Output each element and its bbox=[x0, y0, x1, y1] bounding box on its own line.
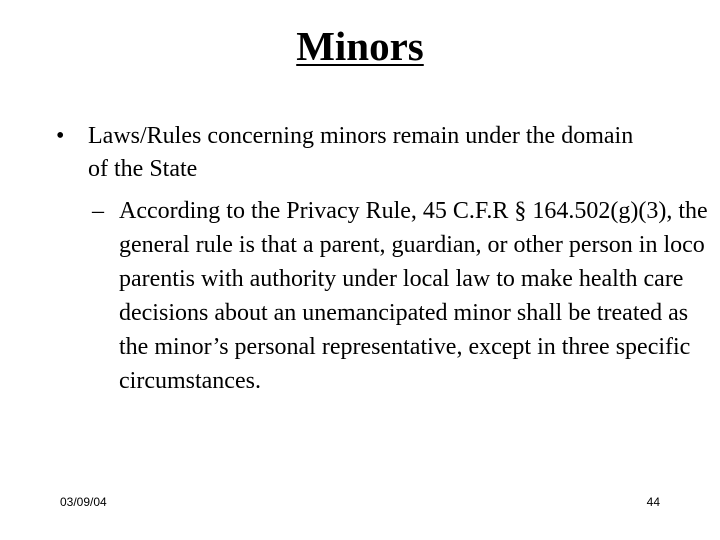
footer-date: 03/09/04 bbox=[60, 495, 107, 509]
footer-page-number: 44 bbox=[646, 495, 660, 509]
slide-title bbox=[0, 20, 720, 72]
sub-bullet-item bbox=[92, 194, 718, 398]
bullet-text: Laws/Rules concerning minors remain under the domain of the State bbox=[88, 123, 634, 182]
slide-title-text: Minors bbox=[296, 23, 424, 69]
sub-bullet-marker: – bbox=[92, 198, 104, 224]
sub-bullet-text: According to the Privacy Rule, 45 C.F.R § 164.502(g)(3), the general rule is that a parent, guardian, or other person in loco parentis with authority under local law to make health care decisions about an unemancipated minor shall be treated as the minor’s personal representative, except in three specific circumstances. bbox=[119, 198, 708, 394]
bullet-item bbox=[56, 120, 656, 186]
bullet-marker: • bbox=[56, 123, 65, 149]
